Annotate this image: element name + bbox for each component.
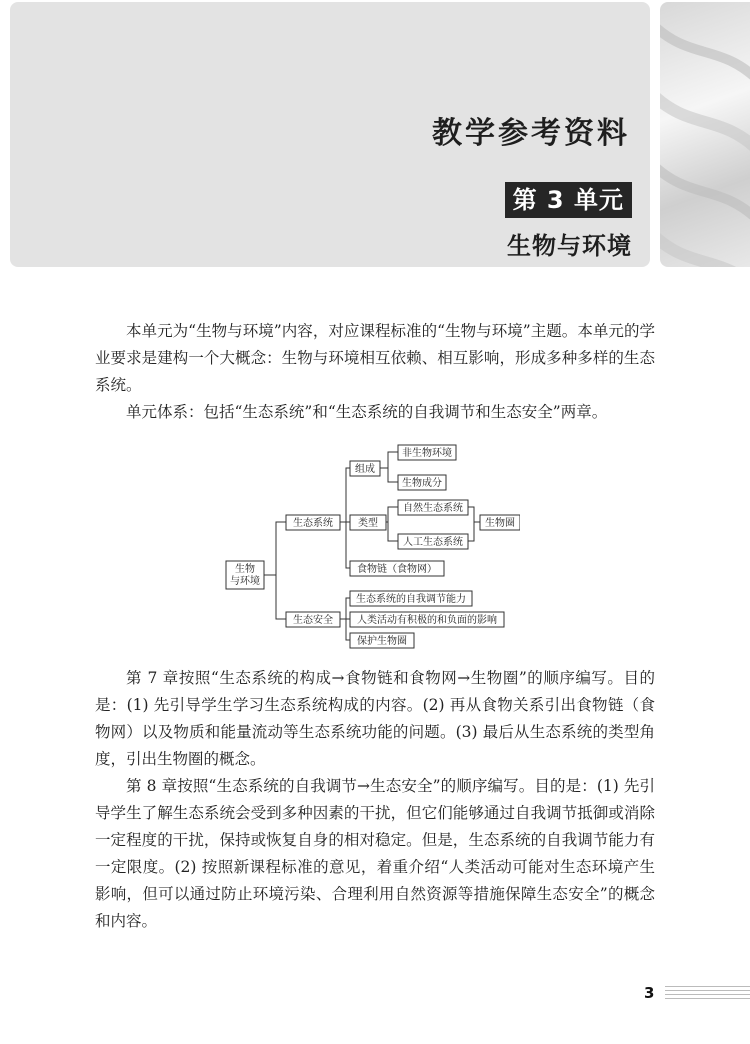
svg-text:自然生态系统: 自然生态系统 bbox=[403, 503, 463, 514]
page-number: 3 bbox=[644, 984, 655, 1002]
unit-subtitle: 生物与环境 bbox=[507, 232, 632, 260]
svg-text:人类活动有积极的和负面的影响: 人类活动有积极的和负面的影响 bbox=[357, 615, 497, 626]
svg-text:保护生物圈: 保护生物圈 bbox=[357, 636, 407, 647]
node-ecological-safety bbox=[286, 612, 340, 627]
svg-text:生物: 生物 bbox=[235, 564, 255, 575]
svg-text:生物圈: 生物圈 bbox=[485, 518, 515, 529]
svg-text:生态系统: 生态系统 bbox=[293, 518, 333, 529]
node-living-components bbox=[398, 475, 446, 490]
decorative-dna-image bbox=[660, 2, 750, 267]
unit-badge: 第 3 单元 bbox=[505, 182, 632, 218]
intro-paragraph: 本单元为“生物与环境”内容，对应课程标准的“生物与环境”主题。本单元的学业要求是建构一个大概念：生物与环境相互依赖、相互影响，形成多种多样的生态系统。 bbox=[95, 322, 655, 394]
node-composition bbox=[350, 461, 380, 476]
svg-text:组成: 组成 bbox=[355, 464, 375, 475]
node-types bbox=[350, 515, 386, 530]
unit-system-paragraph: 单元体系：包括“生态系统”和“生态系统的自我调节和生态安全”两章。 bbox=[126, 403, 608, 421]
node-nonliving-environment bbox=[398, 445, 456, 460]
chapter8-paragraph: 第 8 章按照“生态系统的自我调节→生态安全”的顺序编写。目的是：(1) 先引导学生了解生态系统会受到多种因素的干扰，但它们能够通过自我调节抵御或消除一定程度的干扰，保持或恢复自身的相对稳定。但是，生态系统的自我调节能力有一定限度。(2) 按照新课程标准的意见，着重介绍“人类活动可能对生态环境产生影响，但可以通过防止环境污染、合理利用自然资源等措施保障生态安全”的概念和内容。 bbox=[95, 777, 655, 930]
svg-text:类型: 类型 bbox=[358, 518, 378, 529]
concept-map-diagram bbox=[220, 430, 520, 660]
node-ecosystem bbox=[286, 515, 340, 530]
svg-text:非生物环境: 非生物环境 bbox=[402, 448, 452, 459]
footer-rule bbox=[665, 994, 750, 995]
node-self-regulation bbox=[350, 591, 472, 606]
svg-text:生物成分: 生物成分 bbox=[402, 478, 442, 489]
node-human-activity bbox=[350, 612, 504, 627]
node-food-chain bbox=[350, 561, 444, 576]
svg-text:与环境: 与环境 bbox=[230, 576, 260, 587]
svg-text:人工生态系统: 人工生态系统 bbox=[403, 537, 463, 548]
footer-rule bbox=[665, 986, 750, 987]
node-biosphere bbox=[480, 515, 520, 530]
node-natural-ecosystem bbox=[398, 500, 468, 515]
node-artificial-ecosystem bbox=[398, 534, 468, 549]
svg-text:食物链（食物网）: 食物链（食物网） bbox=[357, 564, 437, 575]
footer-rule bbox=[665, 990, 750, 991]
svg-text:生态系统的自我调节能力: 生态系统的自我调节能力 bbox=[356, 594, 466, 605]
page-title: 教学参考资料 bbox=[432, 116, 630, 151]
footer-rule bbox=[665, 998, 750, 999]
svg-text:生态安全: 生态安全 bbox=[293, 615, 333, 626]
dna-helix-icon bbox=[660, 2, 750, 267]
node-root bbox=[226, 561, 264, 589]
node-protect-biosphere bbox=[350, 633, 414, 648]
chapter7-paragraph: 第 7 章按照“生态系统的构成→食物链和食物网→生物圈”的顺序编写。目的是：(1) 先引导学生学习生态系统构成的内容。(2) 再从食物关系引出食物链（食物网）以及物质和能量流动等生态系统功能的问题。(3) 最后从生态系统的类型角度，引出生物圈的概念。 bbox=[95, 669, 655, 768]
